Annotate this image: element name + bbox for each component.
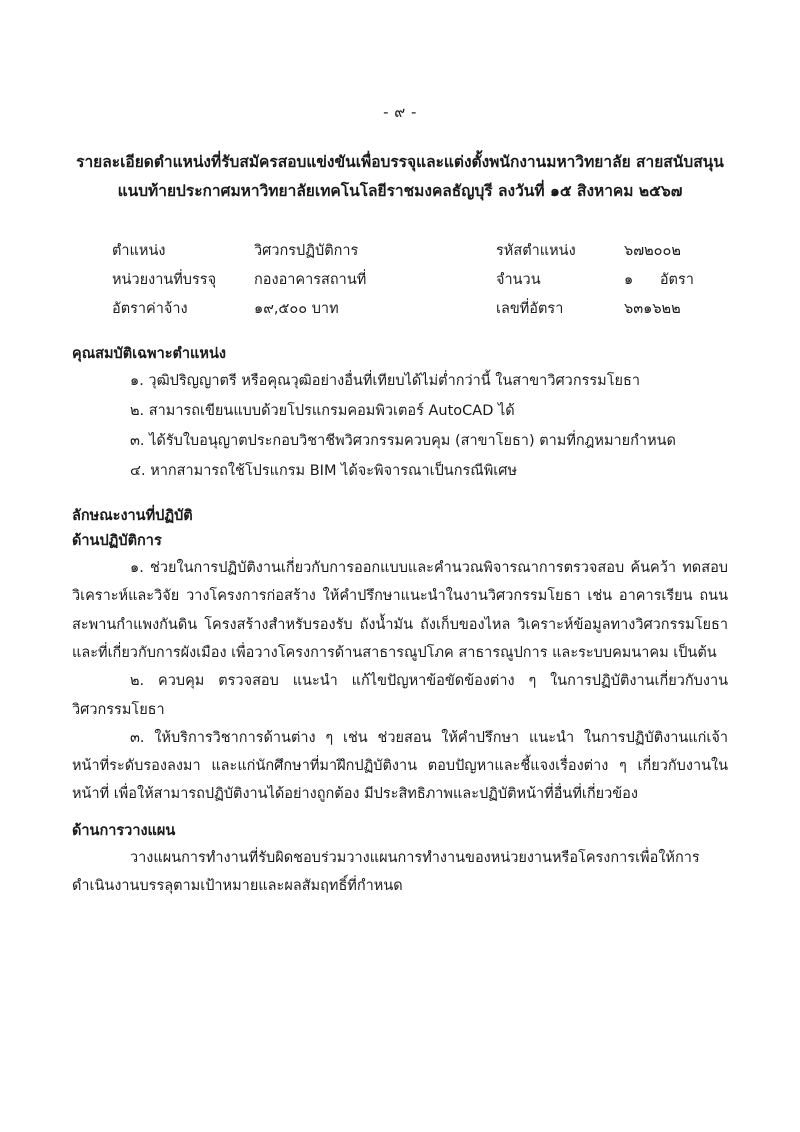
info-value-number: ๖๓๑๖๒๒ — [624, 301, 681, 318]
document-title-line2: แนบท้ายประกาศมหาวิทยาลัยเทคโนโลยีราชมงคลธัญบุรี ลงวันที่ ๑๕ สิงหาคม ๒๕๖๗ — [117, 181, 683, 200]
info-row — [112, 295, 728, 324]
info-value-number: ๑ — [624, 272, 634, 289]
list-item: ๒. สามารถเขียนแบบด้วยโปรแกรมคอมพิวเตอร์ AutoCAD ได้ — [130, 403, 515, 420]
duties-operations-paragraph: ๓. ให้บริการวิชาการด้านต่าง ๆ เช่น ช่วยสอน ให้คำปรึกษา แนะนำ ในการปฏิบัติงานแก่เจ้าหน้าที่ระดับรองลงมา และแก่นักศึกษาที่มาฝึกปฏิบัติงาน ตอบปัญหาและชี้แจงเรื่องต่าง ๆ เกี่ยวกับงานในหน้าที่ เพื่อให้สามารถปฏิบัติงานได้อย่างถูกต้อง มีประสิทธิภาพและปฏิบัติหน้าที่อื่นที่เกี่ยวข้อง — [72, 729, 728, 803]
duties-operations-heading: ด้านปฏิบัติการ — [72, 533, 162, 550]
info-value-number: ๖๗๒๐๐๒ — [624, 243, 681, 260]
info-label-secondary: เลขที่อัตรา — [496, 301, 564, 318]
info-row — [112, 237, 728, 266]
document-title — [72, 148, 728, 205]
info-value-secondary — [624, 237, 728, 266]
info-label-secondary: รหัสตำแหน่ง — [496, 243, 576, 260]
duties-heading: ลักษณะงานที่ปฏิบัติ — [72, 508, 193, 525]
document-title-line1: รายละเอียดตำแหน่งที่รับสมัครสอบแข่งขันเพื่อบรรจุและแต่งตั้งพนักงานมหาวิทยาลัย สายสนับสนุน — [76, 153, 724, 171]
info-label-secondary: จำนวน — [496, 272, 541, 289]
info-value-secondary — [624, 295, 728, 324]
duties-operations-paragraph: ๒. ควบคุม ตรวจสอบ แนะนำ แก้ไขปัญหาข้อขัดข้องต่าง ๆ ในการปฏิบัติงานเกี่ยวกับงานวิศวกรรมโยธา — [72, 673, 728, 718]
info-value-secondary — [624, 266, 728, 295]
position-info-block — [112, 237, 728, 324]
info-value: กองอาคารสถานที่ — [254, 272, 367, 289]
list-item: ๑. วุฒิปริญญาตรี หรือคุณวุฒิอย่างอื่นที่เทียบได้ไม่ต่ำกว่านี้ ในสาขาวิศวกรรมโยธา — [130, 373, 641, 390]
duties-planning-heading: ด้านการวางแผน — [72, 822, 176, 839]
duties-planning-paragraph: วางแผนการทำงานที่รับผิดชอบร่วมวางแผนการทำงานของหน่วยงานหรือโครงการเพื่อให้การดำเนินงานบรรลุตามเป้าหมายและผลสัมฤทธิ์ที่กำหนด — [72, 849, 700, 894]
page-number: - ๙ - — [383, 103, 417, 121]
list-item: ๓. ได้รับใบอนุญาตประกอบวิชาชีพวิศวกรรมควบคุม (สาขาโยธา) ตามที่กฎหมายกำหนด — [130, 432, 676, 449]
duties-operations-paragraph: ๑. ช่วยในการปฏิบัติงานเกี่ยวกับการออกแบบและคำนวณพิจารณาการตรวจสอบ ค้นคว้า ทดสอบ วิเคราะห์และวิจัย วางโครงการก่อสร้าง ให้คำปรึกษาแนะนำในงานวิศวกรรมโยธา เช่น อาคารเรียน ถนน สะพานกำแพงกันดิน โครงสร้างสำหรับรองรับ ถังน้ำมัน ถังเก็บของไหล วิเคราะห์ข้อมูลทางวิศวกรรมโยธา และที่เกี่ยวกับการผังเมือง เพื่อวางโครงการด้านสาธารณูปโภค สาธารณูปการ และระบบคมนาคม เป็นต้น — [72, 560, 728, 662]
info-value-unit: อัตรา — [659, 272, 694, 289]
info-label: หน่วยงานที่บรรจุ — [112, 272, 217, 289]
info-label: ตำแหน่ง — [112, 243, 166, 260]
info-row — [112, 266, 728, 295]
qualifications-list — [72, 367, 728, 486]
list-item: ๔. หากสามารถใช้โปรแกรม BIM ได้จะพิจารณาเป็นกรณีพิเศษ — [130, 462, 517, 479]
info-label: อัตราค่าจ้าง — [112, 301, 188, 318]
info-value: วิศวกรปฏิบัติการ — [254, 243, 359, 260]
info-value: ๑๙,๕๐๐ บาท — [254, 301, 339, 318]
qualifications-heading: คุณสมบัติเฉพาะตำแหน่ง — [72, 346, 226, 363]
